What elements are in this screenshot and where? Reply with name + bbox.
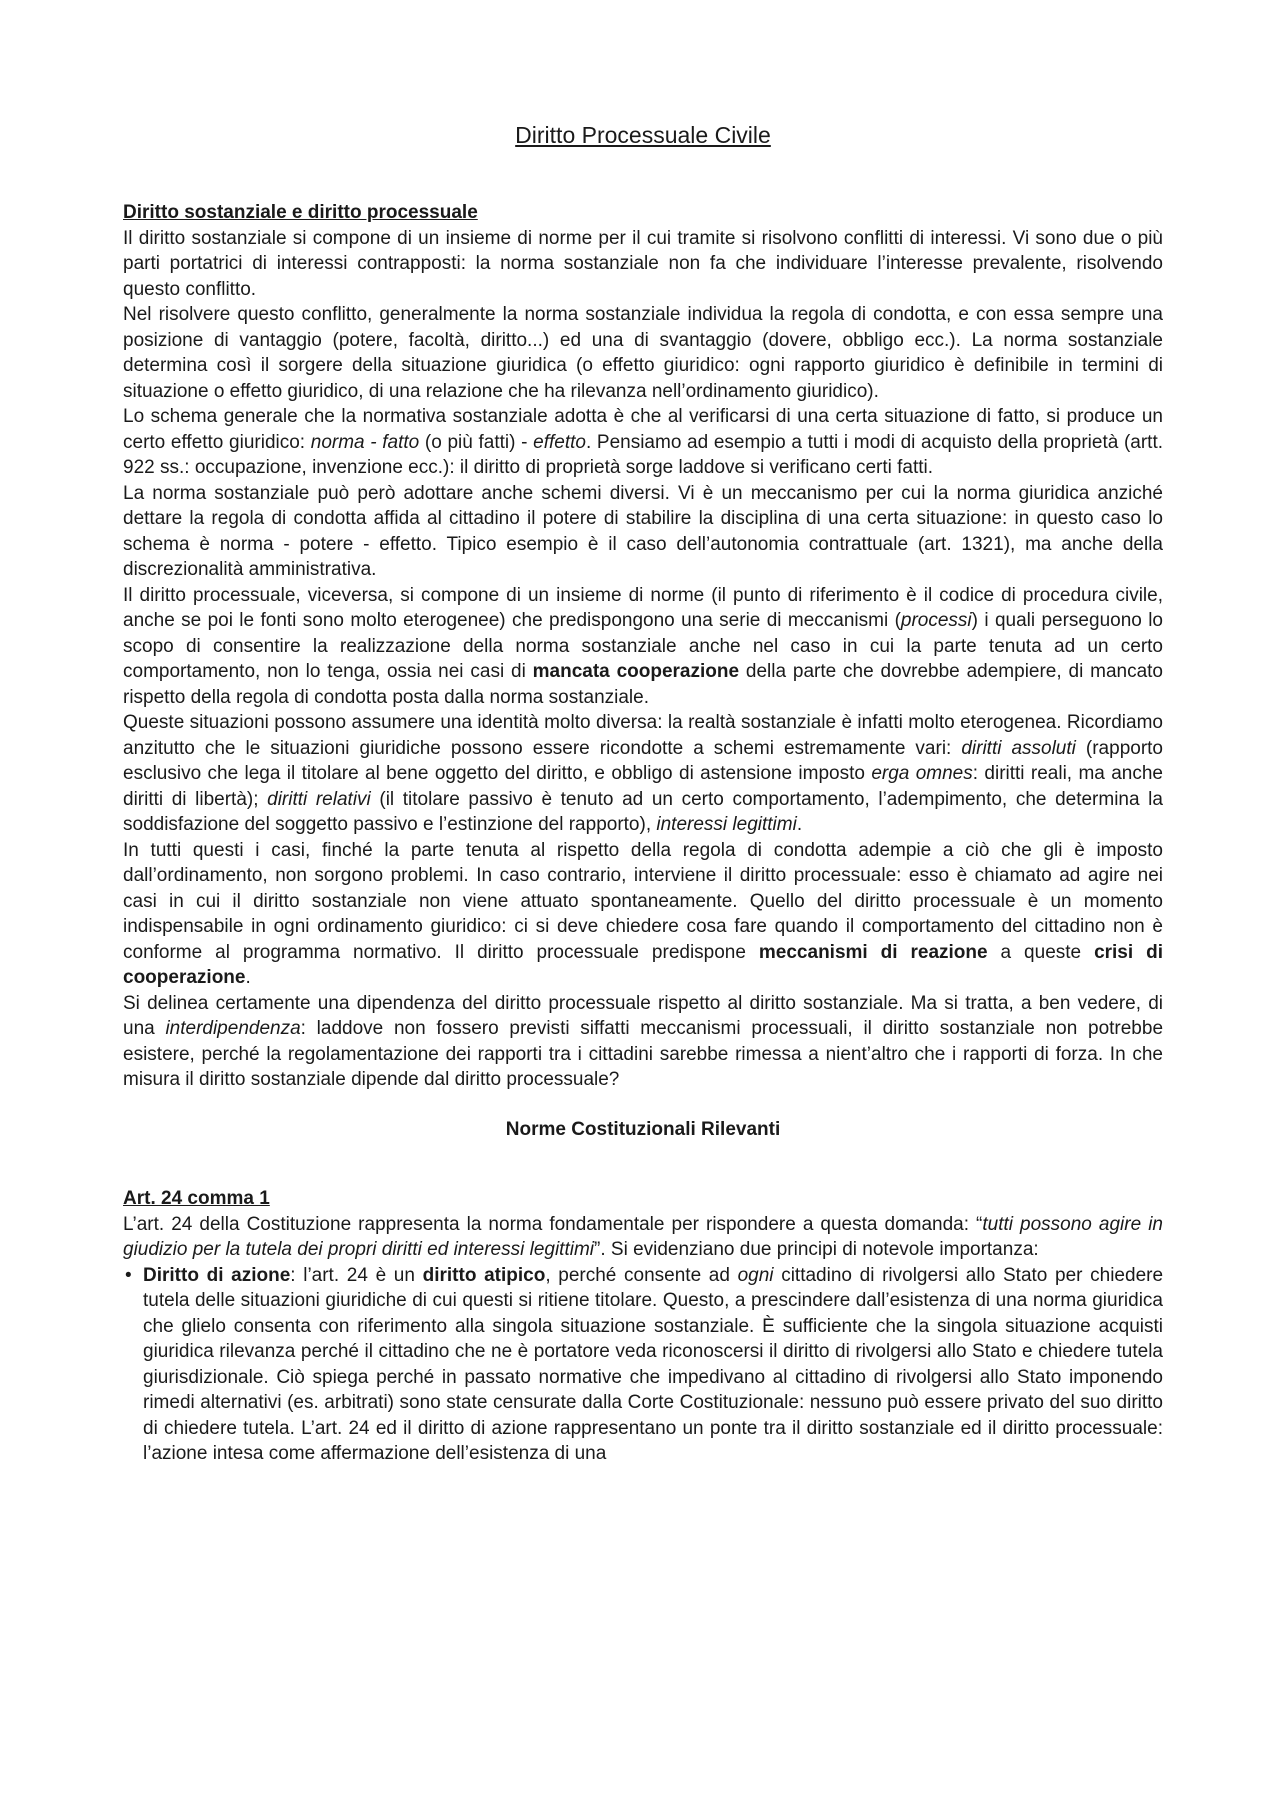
section-heading-norme-costituzionali: Norme Costituzionali Rilevanti	[505, 1118, 781, 1140]
paragraph-6-text-a: Queste situazioni possono assumere una identità molto diversa: la realtà sostanziale è infatti molto eterogenea. Ricordiamo anzitutto che le situazioni giuridiche possono essere ricondotte a schemi estremamente vari:	[123, 712, 1163, 759]
art24-italic-quote: tutti possono agire in giudizio per la tutela dei propri diritti ed interessi legittimi	[123, 1213, 1163, 1260]
paragraph-3-italic-1: norma - fatto	[310, 431, 420, 453]
paragraph-5	[123, 583, 1163, 711]
paragraph-7-text-a: In tutti questi i casi, finché la parte tenuta al rispetto della regola di condotta adempie a ciò che gli è imposto dall’ordinamento, non sorgono problemi. In caso contrario, interviene il diritto processuale: esso è chiamato ad agire nei casi in cui il diritto sostanziale non viene attuato spontaneamente. Quello del diritto processuale è un momento indispensabile in ogni ordinamento giuridico: ci si deve chiedere cosa fare quando il comportamento del cittadino non è conforme al programma normativo. Il diritto processuale predispone	[123, 839, 1163, 963]
paragraph-7	[123, 838, 1163, 991]
paragraph-2: Nel risolvere questo conflitto, generalmente la norma sostanziale individua la regola di condotta, e con essa sempre una posizione di vantaggio (potere, facoltà, diritto...) ed una di svantaggio (dovere, obbligo ecc.). La norma sostanziale determina così il sorgere della situazione giuridica (o effetto giuridico: ogni rapporto giuridico è definibile in termini di situazione o effetto giuridico, di una relazione che ha rilevanza nell’ordinamento giuridico).	[123, 304, 1163, 402]
art24-text-b: ”. Si evidenziano due principi di notevole importanza:	[594, 1239, 1039, 1260]
paragraph-7-bold-1: meccanismi di reazione	[758, 941, 988, 963]
list-item-diritto-azione	[123, 1263, 1163, 1467]
bullet1-text-a: : l’art. 24 è un	[290, 1264, 423, 1286]
paragraph-5-text-a: Il diritto processuale, viceversa, si compone di un insieme di norme (il punto di riferimento è il codice di procedura civile, anche se poi le fonti sono molto eterogenee) che predispongono una serie di meccanismi (	[123, 584, 1163, 631]
paragraph-6-text-c: : diritti reali, ma anche diritti di libertà);	[123, 763, 1163, 810]
paragraph-3-text-a: Lo schema generale che la normativa sostanziale adotta è che al verificarsi di una certa situazione di fatto, si produce un certo effetto giuridico:	[123, 406, 1163, 453]
bullet1-text-b: , perché consente ad	[545, 1264, 738, 1286]
paragraph-6-text-e: .	[796, 814, 803, 835]
paragraph-6-italic-2: erga omnes	[871, 763, 973, 784]
paragraph-1: Il diritto sostanziale si compone di un insieme di norme per il cui tramite si risolvono conflitti di interessi. Vi sono due o più parti portatrici di interessi contrapposti: la norma sostanziale non fa che individuare l’interesse prevalente, risolvendo questo conflitto.	[123, 227, 1163, 300]
paragraph-8-text-a: Si delinea certamente una dipendenza del diritto processuale rispetto al diritto sostanziale. Ma si tratta, a ben vedere, di una	[123, 992, 1163, 1039]
paragraph-5-italic-1: processi	[900, 610, 972, 631]
paragraph-4: La norma sostanziale può però adottare anche schemi diversi. Vi è un meccanismo per cui la norma giuridica anziché dettare la regola di condotta affida al cittadino il potere di stabilire la disciplina di una certa situazione: in questo caso lo schema è norma - potere - effetto. Tipico esempio è il caso dell’autonomia contrattuale (art. 1321), ma anche della discrezionalità amministrativa.	[123, 482, 1163, 580]
bullet-icon: •	[125, 1264, 132, 1286]
paragraph-8-italic-1: interdipendenza	[165, 1018, 301, 1039]
paragraph-8-text-b: : laddove non fossero previsti siffatti meccanismi processuali, il diritto sostanziale non potrebbe esistere, perché la regolamentazione dei rapporti tra i cittadini sarebbe rimessa a nient’altro che i rapporti di forza. In che misura il diritto sostanziale dipende dal diritto processuale?	[123, 1018, 1164, 1090]
bullet1-bold-2: diritto atipico	[422, 1264, 546, 1286]
art24-paragraph-1	[123, 1212, 1163, 1263]
paragraph-3	[123, 404, 1163, 481]
bullet1-bold-title: Diritto di azione	[143, 1264, 291, 1286]
paragraph-5-bold-1: mancata cooperazione	[532, 661, 740, 682]
document-page	[123, 120, 1163, 1467]
paragraph-6-text-d: (il titolare passivo è tenuto ad un certo comportamento, l’adempimento, che determina la soddisfazione del soggetto passivo e l’estinzione del rapporto),	[123, 788, 1163, 835]
paragraph-7-bold-2: crisi di cooperazione	[123, 941, 1163, 988]
art24-text-a: L’art. 24 della Costituzione rappresenta la norma fondamentale per rispondere a questa domanda: “	[123, 1213, 983, 1235]
paragraph-7-text-c: .	[245, 967, 251, 988]
paragraph-7-text-b: a queste	[987, 941, 1095, 963]
paragraph-6-italic-4: interessi legittimi	[656, 814, 797, 835]
principles-list	[123, 1263, 1163, 1467]
paragraph-8	[123, 991, 1163, 1093]
section-heading-sostanziale: Diritto sostanziale e diritto processuale	[123, 202, 478, 223]
paragraph-5-text-c: della parte che dovrebbe adempiere, di mancato rispetto della regola di condotta posta dalla norma sostanziale.	[123, 661, 1164, 708]
paragraph-3-italic-2: effetto	[533, 431, 586, 453]
paragraph-6-italic-3: diritti relativi	[267, 788, 371, 810]
bullet1-text-c: cittadino di rivolgersi allo Stato per chiedere tutela delle situazioni giuridiche di cui questi si ritiene titolare. Questo, a prescindere dall’esistenza di una norma giuridica che glielo consenta con riferimento alla singola situazione sostanziale. È sufficiente che la singola situazione acquisti giuridica rilevanza perché il cittadino che ne è portatore veda riconoscersi il diritto di rivolgersi allo Stato e chiedere tutela giurisdizionale. Ciò spiega perché in passato normative che impedivano al cittadino di rivolgersi allo Stato imponendo rimedi alternativi (es. arbitrati) sono state censurate dalla Corte Costituzionale: nessuno può essere privato del suo diritto di chiedere tutela. L’art. 24 ed il diritto di azione rappresentano un ponte tra il diritto sostanziale ed il diritto processuale: l’azione intesa come affermazione dell’esistenza di una	[143, 1264, 1164, 1464]
paragraph-3-text-c: . Pensiamo ad esempio a tutti i modi di acquisto della proprietà (artt. 922 ss.: occupazione, invenzione ecc.): il diritto di proprietà sorge laddove si verificano certi fatti.	[123, 431, 1164, 478]
paragraph-6-italic-1: diritti assoluti	[961, 737, 1076, 759]
paragraph-6-text-b: (rapporto esclusivo che lega il titolare al bene oggetto del diritto, e obbligo di astensione imposto	[123, 737, 1163, 784]
paragraph-5-text-b: ) i quali perseguono lo scopo di consentire la realizzazione della norma sostanziale anche nel caso in cui la parte tenuta ad un certo comportamento, non lo tenga, ossia nei casi di	[123, 610, 1163, 682]
article-heading-art-24: Art. 24 comma 1	[123, 1188, 270, 1209]
paragraph-3-text-b: (o più fatti) -	[419, 431, 534, 453]
document-title: Diritto Processuale Civile	[515, 122, 771, 148]
paragraph-6	[123, 710, 1163, 838]
bullet1-italic-1: ogni	[737, 1264, 774, 1286]
